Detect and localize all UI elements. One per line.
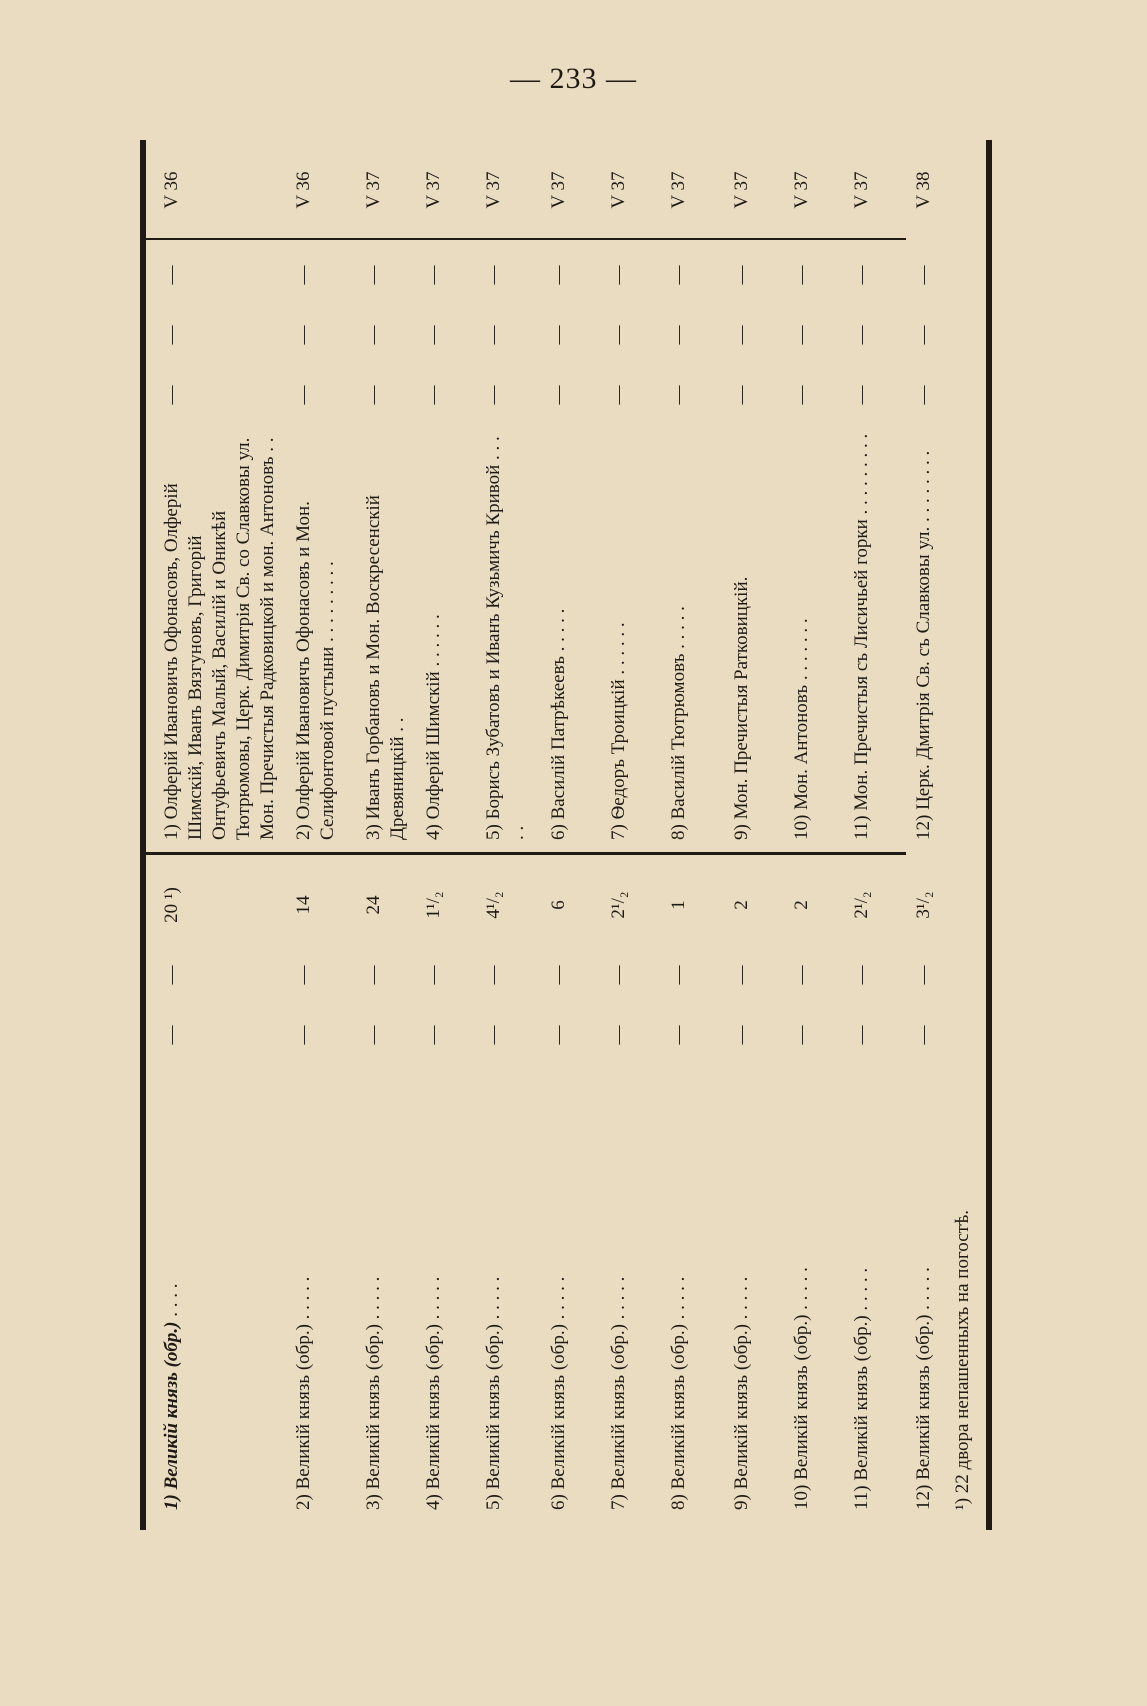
new-owner-cell: 5) Борисъ Зубатовъ и Иванъ Кузьмичъ Кривой . . . . . [483, 436, 528, 840]
value-cell: — [791, 385, 812, 405]
new-owner-cell: 7) Ѳедоръ Троицкій . . . . . . [608, 622, 629, 840]
owner-cell: 10) Великій князь (обр.) . . . . . [791, 1267, 812, 1510]
value-cell: — [548, 1025, 569, 1045]
value-cell: — [161, 965, 182, 985]
owner-cell: 6) Великій князь (обр.) . . . . . [548, 1276, 569, 1510]
value-cell: — [608, 965, 629, 985]
reference-cell: V 37 [791, 171, 812, 209]
value-cell: — [913, 965, 934, 985]
page-number: — 233 — [510, 62, 637, 95]
table-row [906, 140, 956, 1530]
reference-cell: V 37 [731, 171, 752, 209]
value-cell: — [851, 385, 872, 405]
table-row [844, 140, 904, 1530]
value-cell: — [608, 1025, 629, 1045]
reference-cell: V 37 [423, 171, 444, 209]
value-cell: — [363, 325, 384, 345]
value-cell: — [791, 265, 812, 285]
value-cell: — [851, 325, 872, 345]
count-cell: 24 [363, 895, 384, 915]
value-cell: — [363, 1025, 384, 1045]
value-cell: — [731, 385, 752, 405]
reference-cell: V 36 [161, 171, 182, 209]
owner-cell: 5) Великій князь (обр.) . . . . . [483, 1276, 504, 1510]
owner-cell: 3) Великій князь (обр.) . . . . . [363, 1276, 384, 1510]
table-row [476, 140, 536, 1530]
value-cell: — [608, 385, 629, 405]
owner-cell: 12) Великій князь (обр.) . . . . . [913, 1267, 934, 1510]
value-cell: — [608, 325, 629, 345]
new-owner-cell: 10) Мон. Антоновъ . . . . . . . [791, 618, 812, 840]
owner-cell: 2) Великій князь (обр.) . . . . . [293, 1276, 314, 1510]
value-cell: — [791, 325, 812, 345]
new-owner-cell: 9) Мон. Пречистыя Ратковицкій. [731, 576, 752, 840]
value-cell: — [483, 325, 504, 345]
value-cell: — [161, 325, 182, 345]
count-cell: 14 [293, 895, 314, 915]
value-cell: — [161, 1025, 182, 1045]
count-cell: 4¹/₂ [483, 891, 504, 919]
value-cell: — [731, 1025, 752, 1045]
value-cell: — [363, 965, 384, 985]
count-cell: 1 [668, 900, 689, 910]
table-row [154, 140, 278, 1530]
value-cell: — [548, 385, 569, 405]
value-cell: — [851, 965, 872, 985]
reference-cell: V 37 [483, 171, 504, 209]
value-cell: — [668, 325, 689, 345]
census-table [140, 140, 980, 1530]
value-cell: — [851, 1025, 872, 1045]
census-table-body [140, 140, 992, 1530]
new-owner-cell: 11) Мон. Пречистыя съ Лисичьей горки . . . . . . . . . [851, 433, 872, 840]
table-row [416, 140, 476, 1530]
value-cell: — [548, 265, 569, 285]
table-row [784, 140, 844, 1530]
value-cell: — [731, 325, 752, 345]
owner-cell: 9) Великій князь (обр.) . . . . . [731, 1276, 752, 1510]
value-cell: — [423, 965, 444, 985]
reference-cell: V 38 [913, 171, 934, 209]
count-cell: 6 [548, 900, 569, 910]
table-row [286, 140, 346, 1530]
count-cell: 1¹/₂ [423, 891, 444, 919]
value-cell: — [913, 385, 934, 405]
value-cell: — [161, 265, 182, 285]
value-cell: — [851, 265, 872, 285]
value-cell: — [423, 265, 444, 285]
reference-cell: V 37 [548, 171, 569, 209]
value-cell: — [731, 265, 752, 285]
new-owner-cell: 6) Василій Патрѣкеевъ . . . . . [548, 608, 569, 840]
value-cell: — [423, 325, 444, 345]
count-cell: 2 [791, 900, 812, 910]
table-row [541, 140, 601, 1530]
count-cell: 3¹/₂ [913, 891, 934, 919]
value-cell: — [548, 965, 569, 985]
value-cell: — [423, 1025, 444, 1045]
new-owner-cell: 1) Олферій Ивановичъ Офонасовъ, Олферій Шимскій, Иванъ Вязгуновъ, Григорій Онтуфьевичъ Малый, Василій и Оникѣй Тютрюмовы, Церк. Димитрія Св. со Славковы ул. Мон. Пречистыя Радковицкой и мон. Антоновъ . . [161, 437, 278, 840]
value-cell: — [791, 965, 812, 985]
reference-cell: V 37 [363, 171, 384, 209]
table-row [661, 140, 721, 1530]
value-cell: — [668, 265, 689, 285]
value-cell: — [483, 965, 504, 985]
table-row [601, 140, 661, 1530]
value-cell: — [668, 1025, 689, 1045]
owner-cell: 8) Великій князь (обр.) . . . . . [668, 1276, 689, 1510]
value-cell: — [161, 385, 182, 405]
value-cell: — [668, 965, 689, 985]
value-cell: — [913, 265, 934, 285]
value-cell: — [423, 385, 444, 405]
value-cell: — [608, 265, 629, 285]
new-owner-cell: 4) Олферій Шимскій . . . . . . [423, 614, 444, 840]
value-cell: — [483, 265, 504, 285]
table-row [724, 140, 784, 1530]
value-cell: — [363, 265, 384, 285]
count-cell: 2¹/₂ [851, 891, 872, 919]
owner-cell: 1) Великій князь (обр.) . . . . [161, 1283, 182, 1510]
value-cell: — [483, 1025, 504, 1045]
new-owner-cell: 3) Иванъ Горбановъ и Мон. Воскресенскій Древяницкій . . [363, 495, 408, 840]
value-cell: — [293, 965, 314, 985]
footnote: ¹) 22 двора непашенныхъ на погостѣ. [952, 1209, 973, 1510]
value-cell: — [293, 1025, 314, 1045]
value-cell: — [791, 1025, 812, 1045]
owner-cell: 11) Великій князь (обр.) . . . . . [851, 1267, 872, 1510]
value-cell: — [293, 325, 314, 345]
table-row [356, 140, 416, 1530]
value-cell: — [363, 385, 384, 405]
value-cell: — [913, 1025, 934, 1045]
reference-cell: V 37 [608, 171, 629, 209]
value-cell: — [731, 965, 752, 985]
reference-cell: V 36 [293, 171, 314, 209]
reference-cell: V 37 [668, 171, 689, 209]
value-cell: — [548, 325, 569, 345]
value-cell: — [913, 325, 934, 345]
value-cell: — [483, 385, 504, 405]
owner-cell: 4) Великій князь (обр.) . . . . . [423, 1276, 444, 1510]
count-cell: 2¹/₂ [608, 891, 629, 919]
new-owner-cell: 8) Василій Тютрюмовъ . . . . . [668, 606, 689, 840]
count-cell: 20 ¹) [161, 887, 182, 923]
owner-cell: 7) Великій князь (обр.) . . . . . [608, 1276, 629, 1510]
reference-cell: V 37 [851, 171, 872, 209]
value-cell: — [668, 385, 689, 405]
new-owner-cell: 2) Олферій Ивановичъ Офонасовъ и Мон. Селифонтовой пустыни . . . . . . . . . [293, 501, 338, 840]
value-cell: — [293, 385, 314, 405]
count-cell: 2 [731, 900, 752, 910]
new-owner-cell: 12) Церк. Дмитрія Св. съ Славковы ул. . . . . . . . . [913, 450, 934, 840]
value-cell: — [293, 265, 314, 285]
